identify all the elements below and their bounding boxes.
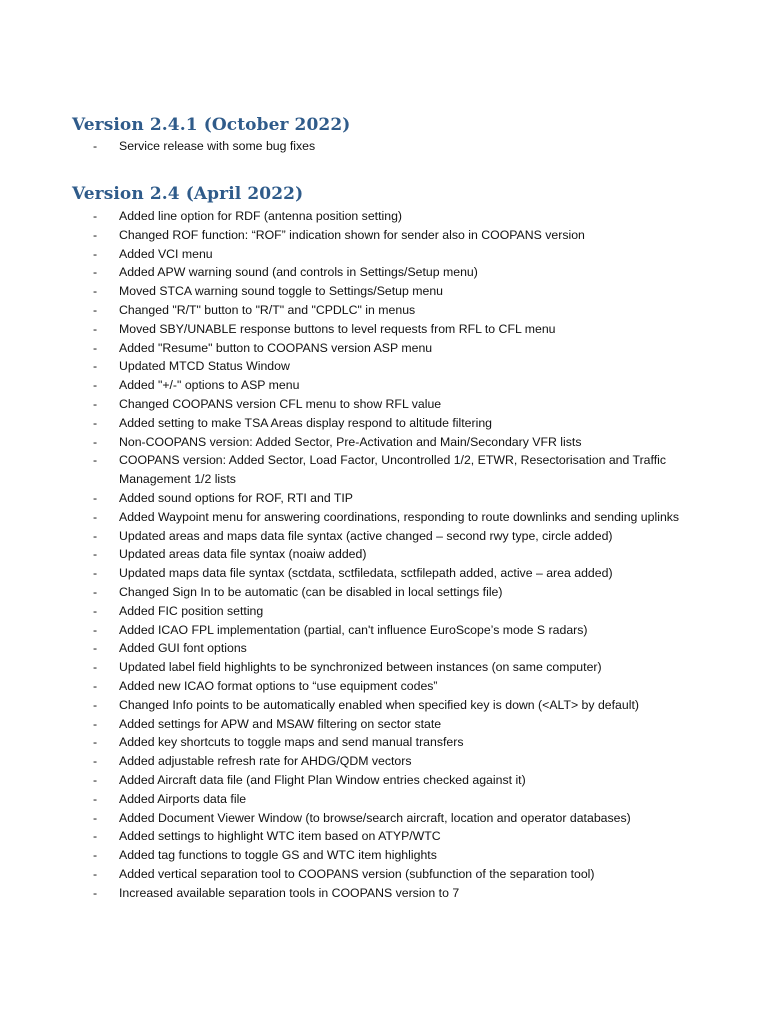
list-item-text: Added tag functions to toggle GS and WTC item highlights <box>119 848 437 863</box>
list-item-text: Added Document Viewer Window (to browse/search aircraft, location and operator databases) <box>119 810 631 825</box>
list-item-text: Added VCI menu <box>119 246 213 261</box>
list-item-text: Added FIC position setting <box>119 603 264 618</box>
list-item <box>72 715 712 734</box>
list-item <box>72 621 712 640</box>
bullet-dash: - <box>93 772 98 787</box>
list-item <box>72 226 712 245</box>
list-item <box>72 733 712 752</box>
list-item <box>72 357 712 376</box>
bullet-dash: - <box>93 547 98 562</box>
list-item-text: Added sound options for ROF, RTI and TIP <box>119 490 354 505</box>
bullet-dash: - <box>93 378 98 393</box>
list-item <box>72 564 712 583</box>
list-item-text: Added settings for APW and MSAW filtering on sector state <box>119 716 442 731</box>
list-item-text: Added Airports data file <box>119 791 247 806</box>
list-item <box>72 602 712 621</box>
bullet-dash: - <box>93 359 98 374</box>
changelog-list <box>72 207 712 902</box>
bullet-dash: - <box>93 396 98 411</box>
bullet-dash: - <box>93 246 98 261</box>
list-item-text: Added APW warning sound (and controls in Settings/Setup menu) <box>119 265 478 280</box>
bullet-dash: - <box>93 265 98 280</box>
bullet-dash: - <box>93 829 98 844</box>
list-item <box>72 414 712 433</box>
list-item <box>72 583 712 602</box>
bullet-dash: - <box>93 453 98 468</box>
list-item <box>72 207 712 226</box>
bullet-dash: - <box>93 284 98 299</box>
list-item-text: COOPANS version: Added Sector, Load Factor, Uncontrolled 1/2, ETWR, Resectorisation and Traffic Management 1/2 lists <box>119 453 667 487</box>
list-item <box>72 545 712 564</box>
bullet-dash: - <box>93 660 98 675</box>
list-item <box>72 282 712 301</box>
list-item-text: Service release with some bug fixes <box>119 139 316 153</box>
bullet-dash: - <box>93 321 98 336</box>
list-item <box>72 263 712 282</box>
list-item-text: Changed ROF function: “ROF” indication shown for sender also in COOPANS version <box>119 227 585 242</box>
bullet-dash: - <box>93 678 98 693</box>
list-item-text: Changed Sign In to be automatic (can be disabled in local settings file) <box>119 584 503 599</box>
list-item <box>72 846 712 865</box>
bullet-dash: - <box>93 791 98 806</box>
bullet-dash: - <box>93 302 98 317</box>
list-item <box>72 245 712 264</box>
list-item-text: Added ICAO FPL implementation (partial, can't influence EuroScope’s mode S radars) <box>119 622 588 637</box>
list-item <box>72 137 712 156</box>
list-item-text: Updated maps data file syntax (sctdata, sctfiledata, sctfilepath added, active – area added) <box>119 566 613 581</box>
list-item-text: Updated label field highlights to be synchronized between instances (on same computer) <box>119 660 602 675</box>
list-item <box>72 527 712 546</box>
list-item-text: Moved SBY/UNABLE response buttons to level requests from RFL to CFL menu <box>119 321 556 336</box>
list-item-text: Added "Resume" button to COOPANS version ASP menu <box>119 340 433 355</box>
list-item <box>72 639 712 658</box>
bullet-dash: - <box>93 866 98 881</box>
list-item-text: Added line option for RDF (antenna position setting) <box>119 209 402 223</box>
bullet-dash: - <box>93 697 98 712</box>
list-item <box>72 451 712 489</box>
bullet-dash: - <box>93 848 98 863</box>
bullet-dash: - <box>93 528 98 543</box>
list-item-text: Added settings to highlight WTC item based on ATYP/WTC <box>119 829 441 844</box>
bullet-dash: - <box>93 622 98 637</box>
bullet-dash: - <box>93 641 98 656</box>
bullet-dash: - <box>93 415 98 430</box>
list-item <box>72 677 712 696</box>
list-item-text: Added vertical separation tool to COOPANS version (subfunction of the separation tool) <box>119 866 595 881</box>
list-item <box>72 489 712 508</box>
list-item <box>72 884 712 903</box>
list-item <box>72 508 712 527</box>
list-item <box>72 827 712 846</box>
list-item <box>72 771 712 790</box>
bullet-dash: - <box>93 209 98 223</box>
list-item <box>72 339 712 358</box>
list-item <box>72 809 712 828</box>
list-item-text: Added "+/-" options to ASP menu <box>119 378 300 393</box>
list-item-text: Updated MTCD Status Window <box>119 359 290 374</box>
bullet-dash: - <box>93 603 98 618</box>
list-item-text: Added setting to make TSA Areas display respond to altitude filtering <box>119 415 493 430</box>
list-item <box>72 376 712 395</box>
list-item-text: Added key shortcuts to toggle maps and send manual transfers <box>119 735 464 750</box>
list-item <box>72 301 712 320</box>
bullet-dash: - <box>93 227 98 242</box>
list-item-text: Updated areas data file syntax (noaiw added) <box>119 547 367 562</box>
list-item-text: Added GUI font options <box>119 641 247 656</box>
bullet-dash: - <box>93 434 98 449</box>
bullet-dash: - <box>93 754 98 769</box>
section-title: Version 2.4.1 (October 2022) <box>72 115 351 135</box>
list-item <box>72 696 712 715</box>
bullet-dash: - <box>93 885 98 900</box>
list-item-text: Changed "R/T" button to "R/T" and "CPDLC" in menus <box>119 302 416 317</box>
list-item-text: Non-COOPANS version: Added Sector, Pre-Activation and Main/Secondary VFR lists <box>119 434 582 449</box>
list-item <box>72 658 712 677</box>
changelog-list <box>72 137 712 156</box>
bullet-dash: - <box>93 509 98 524</box>
section-title: Version 2.4 (April 2022) <box>72 184 304 204</box>
list-item-text: Added adjustable refresh rate for AHDG/QDM vectors <box>119 754 412 769</box>
list-item <box>72 790 712 809</box>
bullet-dash: - <box>93 810 98 825</box>
list-item-text: Added Waypoint menu for answering coordinations, responding to route downlinks and sending uplinks <box>119 509 680 524</box>
list-item <box>72 433 712 452</box>
bullet-dash: - <box>93 735 98 750</box>
bullet-dash: - <box>93 139 98 153</box>
list-item <box>72 395 712 414</box>
list-item <box>72 320 712 339</box>
bullet-dash: - <box>93 340 98 355</box>
bullet-dash: - <box>93 566 98 581</box>
list-item-text: Added Aircraft data file (and Flight Plan Window entries checked against it) <box>119 772 526 787</box>
list-item-text: Changed Info points to be automatically enabled when specified key is down (<ALT> by default) <box>119 697 639 712</box>
list-item-text: Added new ICAO format options to “use equipment codes” <box>119 678 438 693</box>
list-item-text: Moved STCA warning sound toggle to Settings/Setup menu <box>119 284 444 299</box>
list-item-text: Increased available separation tools in COOPANS version to 7 <box>119 885 460 900</box>
list-item <box>72 865 712 884</box>
list-item-text: Updated areas and maps data file syntax (active changed – second rwy type, circle added) <box>119 528 613 543</box>
bullet-dash: - <box>93 716 98 731</box>
bullet-dash: - <box>93 584 98 599</box>
bullet-dash: - <box>93 490 98 505</box>
list-item-text: Changed COOPANS version CFL menu to show RFL value <box>119 396 442 411</box>
list-item <box>72 752 712 771</box>
